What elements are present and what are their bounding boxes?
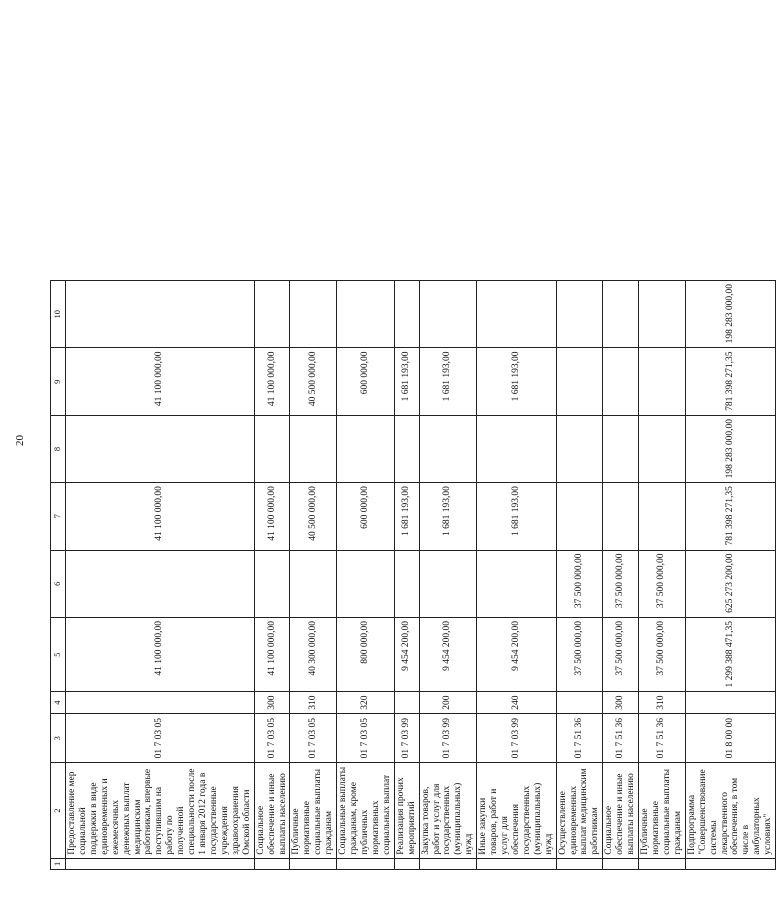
cell-c6: 37 500 000,00	[556, 550, 603, 617]
cell-name: Подпрограмма "Совершенствование системы лекарственного обеспечения, в том числе в амбулаторных условиях"	[685, 763, 775, 858]
cell-c7: 600 000,00	[337, 483, 395, 550]
cell-c10	[603, 281, 639, 349]
cell-c8	[639, 415, 686, 482]
column-header: 3	[51, 714, 66, 763]
cell-c6	[66, 550, 255, 617]
cell-vtype: 200	[419, 692, 477, 714]
cell-c9: 41 100 000,00	[254, 348, 290, 415]
cell-c9: 1 681 193,00	[477, 348, 556, 415]
table-row	[639, 281, 686, 870]
cell-c8	[419, 415, 477, 482]
budget-table	[50, 280, 776, 870]
cell-vtype	[685, 692, 775, 714]
cell-code: 01 7 03 99	[419, 714, 477, 763]
cell-c5: 40 300 000,00	[290, 617, 337, 691]
cell-c7: 41 100 000,00	[66, 483, 255, 550]
table-row	[254, 281, 290, 870]
table-row	[394, 281, 419, 870]
column-header: 6	[51, 550, 66, 617]
cell-vtype: 300	[254, 692, 290, 714]
row-index-cell	[603, 858, 639, 869]
cell-c10	[419, 281, 477, 349]
cell-c9	[603, 348, 639, 415]
cell-code: 01 7 03 99	[477, 714, 556, 763]
table-row	[603, 281, 639, 870]
row-index-cell	[394, 858, 419, 869]
cell-c7	[603, 483, 639, 550]
column-header: 8	[51, 415, 66, 482]
cell-name: Публичные нормативные социальные выплаты гражданам	[639, 763, 686, 858]
cell-c8	[66, 415, 255, 482]
cell-c5: 41 100 000,00	[254, 617, 290, 691]
table-row	[337, 281, 395, 870]
cell-c6	[477, 550, 556, 617]
column-header: 4	[51, 692, 66, 714]
cell-c8	[290, 415, 337, 482]
cell-c7: 1 681 193,00	[477, 483, 556, 550]
cell-c5: 1 299 388 471,35	[685, 617, 775, 691]
cell-c10	[66, 281, 255, 349]
cell-c6	[337, 550, 395, 617]
cell-c5: 800 000,00	[337, 617, 395, 691]
table-row	[556, 281, 603, 870]
cell-name: Социальное обеспечение и иные выплаты населению	[254, 763, 290, 858]
cell-c9: 41 100 000,00	[66, 348, 255, 415]
column-header: 7	[51, 483, 66, 550]
cell-c9: 1 681 193,00	[394, 348, 419, 415]
cell-c10	[639, 281, 686, 349]
cell-c9	[639, 348, 686, 415]
cell-code: 01 7 03 99	[394, 714, 419, 763]
row-index-cell	[290, 858, 337, 869]
cell-c5: 37 500 000,00	[556, 617, 603, 691]
cell-c7: 40 500 000,00	[290, 483, 337, 550]
cell-c9: 1 681 193,00	[419, 348, 477, 415]
row-index-cell	[66, 858, 255, 869]
cell-c10	[394, 281, 419, 349]
row-index-cell	[639, 858, 686, 869]
cell-c9	[556, 348, 603, 415]
cell-c8	[337, 415, 395, 482]
cell-vtype: 300	[603, 692, 639, 714]
cell-name: Социальные выплаты гражданам, кроме публичных нормативных социальных выплат	[337, 763, 395, 858]
cell-code: 01 7 51 36	[603, 714, 639, 763]
cell-c9: 40 500 000,00	[290, 348, 337, 415]
row-index-cell	[556, 858, 603, 869]
cell-c10	[254, 281, 290, 349]
cell-code: 01 7 03 05	[290, 714, 337, 763]
cell-c10: 198 283 000,00	[685, 281, 775, 349]
cell-name: Реализация прочих мероприятий	[394, 763, 419, 858]
cell-c10	[556, 281, 603, 349]
cell-vtype	[556, 692, 603, 714]
cell-c5: 9 454 200,00	[419, 617, 477, 691]
cell-c7: 1 681 193,00	[394, 483, 419, 550]
cell-c7	[556, 483, 603, 550]
row-index-cell	[477, 858, 556, 869]
cell-c6	[254, 550, 290, 617]
row-index-cell	[254, 858, 290, 869]
cell-c6: 37 500 000,00	[603, 550, 639, 617]
cell-c8: 198 283 000,00	[685, 415, 775, 482]
cell-c6	[419, 550, 477, 617]
cell-name: Публичные нормативные социальные выплаты гражданам	[290, 763, 337, 858]
cell-name: Иные закупки товаров, работ и услуг для обеспечения государственных (муниципальных) нужд	[477, 763, 556, 858]
cell-c6	[290, 550, 337, 617]
row-index-cell	[419, 858, 477, 869]
column-header: 10	[51, 281, 66, 349]
cell-c7: 1 681 193,00	[419, 483, 477, 550]
page-number: 20	[14, 435, 26, 446]
cell-c10	[477, 281, 556, 349]
cell-vtype: 320	[337, 692, 395, 714]
cell-c8	[556, 415, 603, 482]
cell-c8	[394, 415, 419, 482]
cell-name: Закупка товаров, работ и услуг для государственных (муниципальных) нужд	[419, 763, 477, 858]
column-header: 2	[51, 763, 66, 858]
cell-code: 01 7 51 36	[639, 714, 686, 763]
cell-c5: 37 500 000,00	[603, 617, 639, 691]
cell-c7: 41 100 000,00	[254, 483, 290, 550]
cell-c5: 9 454 200,00	[394, 617, 419, 691]
cell-vtype: 240	[477, 692, 556, 714]
cell-c6: 625 273 200,00	[685, 550, 775, 617]
column-header: 5	[51, 617, 66, 691]
cell-name: Предоставление мер социальной поддержки в виде единовременных и ежемесячных денежных выплат медицинским работникам, впервые поступившим на работу по полученной специальности после 1 января 2012 года в государственные учреждения здравоохранения Омской области	[66, 763, 255, 858]
cell-c9: 600 000,00	[337, 348, 395, 415]
cell-vtype: 310	[639, 692, 686, 714]
cell-vtype: 310	[290, 692, 337, 714]
cell-c10	[290, 281, 337, 349]
cell-c5: 37 500 000,00	[639, 617, 686, 691]
table-row	[419, 281, 477, 870]
header-row	[51, 281, 66, 870]
cell-c5: 41 100 000,00	[66, 617, 255, 691]
cell-c8	[254, 415, 290, 482]
cell-code: 01 8 00 00	[685, 714, 775, 763]
cell-name: Социальное обеспечение и иные выплаты населению	[603, 763, 639, 858]
cell-c7: 781 398 271,35	[685, 483, 775, 550]
cell-vtype	[66, 692, 255, 714]
column-header: 9	[51, 348, 66, 415]
table-row	[290, 281, 337, 870]
row-index-cell	[337, 858, 395, 869]
cell-vtype	[394, 692, 419, 714]
table-container	[50, 280, 776, 870]
cell-c7	[639, 483, 686, 550]
cell-c10	[337, 281, 395, 349]
cell-c6	[394, 550, 419, 617]
cell-c5: 9 454 200,00	[477, 617, 556, 691]
cell-code: 01 7 03 05	[66, 714, 255, 763]
cell-c9: 781 398 271,35	[685, 348, 775, 415]
table-row	[66, 281, 255, 870]
cell-code: 01 7 03 05	[254, 714, 290, 763]
row-index-cell	[685, 858, 775, 869]
cell-c8	[477, 415, 556, 482]
table-row	[685, 281, 775, 870]
cell-code: 01 7 51 36	[556, 714, 603, 763]
column-header: 1	[51, 858, 66, 869]
cell-code: 01 7 03 05	[337, 714, 395, 763]
cell-c8	[603, 415, 639, 482]
cell-c6: 37 500 000,00	[639, 550, 686, 617]
cell-name: Осуществление единовременных выплат медицинским работникам	[556, 763, 603, 858]
table-row	[477, 281, 556, 870]
